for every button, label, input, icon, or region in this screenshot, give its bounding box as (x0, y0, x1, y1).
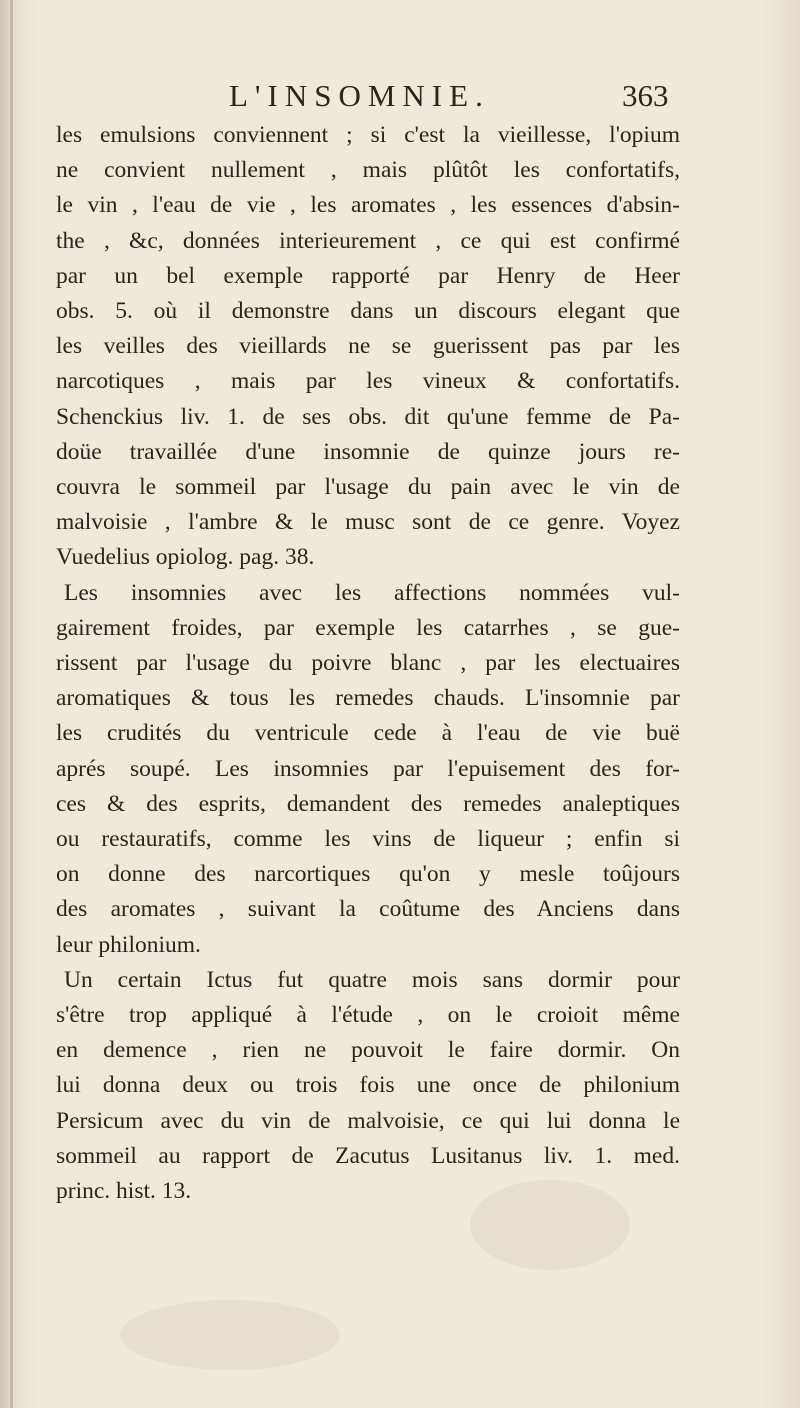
text-line: les emulsions conviennent ; si c'est la vieillesse, l'opium (56, 122, 680, 148)
text-line: narcotiques , mais par les vineux & confortatifs. (56, 368, 680, 395)
running-title: L'INSOMNIE. (229, 78, 490, 113)
text-line: ces & des esprits, demandent des remedes analeptiques (56, 790, 680, 817)
text-line: par un bel exemple rapporté par Henry de Heer (56, 262, 680, 289)
text-line: on donne des narcortiques qu'on y mesle toûjours (56, 861, 680, 888)
text-line: sommeil au rapport de Zacutus Lusitanus liv. 1. med. (56, 1142, 680, 1169)
text-line: leur philonium. (56, 931, 201, 958)
paragraph-3 (56, 963, 680, 1209)
body-text (56, 118, 680, 1209)
text-line: Un certain Ictus fut quatre mois sans dormir pour (64, 966, 680, 993)
paper-stain (120, 1300, 340, 1370)
text-line: malvoisie , l'ambre & le musc sont de ce genre. Voyez (56, 509, 680, 536)
text-line: rissent par l'usage du poivre blanc , par les electuaires (56, 650, 680, 677)
text-line: s'être trop appliqué à l'étude , on le croioit même (56, 1002, 680, 1029)
page-gutter-edge (10, 0, 13, 1408)
text-line: ou restauratifs, comme les vins de liqueur ; enfin si (56, 826, 680, 853)
paragraph-2 (56, 576, 680, 963)
text-line: gairement froides, par exemple les catarrhes , se gue- (56, 614, 680, 641)
text-line: doüe travaillée d'une insomnie de quinze jours re- (56, 438, 680, 465)
text-line: aromatiques & tous les remedes chauds. L'insomnie par (56, 685, 680, 712)
page-number: 363 (622, 78, 669, 113)
paragraph-1 (56, 118, 680, 576)
text-line: des aromates , suivant la coûtume des Anciens dans (56, 896, 680, 923)
text-line: aprés soupé. Les insomnies par l'epuisement des for- (56, 755, 680, 782)
text-line: lui donna deux ou trois fois une once de philonium (56, 1072, 680, 1099)
text-line: Vuedelius opiolog. pag. 38. (56, 544, 315, 571)
text-line: le vin , l'eau de vie , les aromates , les essences d'absin- (56, 192, 680, 219)
text-line: les crudités du ventricule cede à l'eau de vie buë (56, 720, 680, 747)
text-line: obs. 5. où il demonstre dans un discours elegant que (56, 298, 680, 325)
text-line: Les insomnies avec les affections nommées vul- (64, 579, 680, 606)
text-line: Persicum avec du vin de malvoisie, ce qui lui donna le (56, 1107, 680, 1134)
text-line: princ. hist. 13. (56, 1178, 192, 1205)
text-line: couvra le sommeil par l'usage du pain avec le vin de (56, 474, 680, 501)
text-line: the , &c, données interieurement , ce qui est confirmé (56, 227, 680, 254)
page-header (0, 78, 800, 122)
text-line: Schenckius liv. 1. de ses obs. dit qu'une femme de Pa- (56, 403, 680, 430)
text-line: en demence , rien ne pouvoit le faire dormir. On (56, 1037, 680, 1064)
text-line: les veilles des vieillards ne se guerissent pas par les (56, 333, 680, 360)
text-line: ne convient nullement , mais plûtôt les confortatifs, (56, 157, 680, 184)
